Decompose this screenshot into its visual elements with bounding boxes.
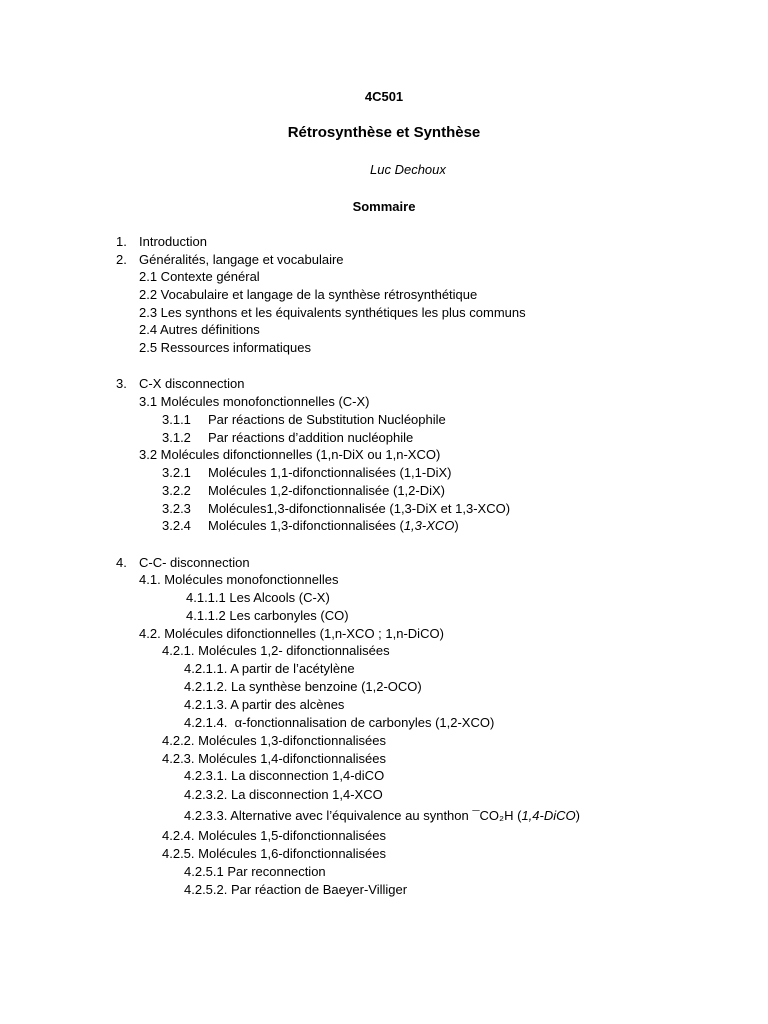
toc-section-3: C-X disconnection	[139, 376, 245, 391]
toc-item-2-2: 2.2 Vocabulaire et langage de la synthèse rétrosynthétique	[139, 287, 478, 302]
toc-item-4-2-4: 4.2.4. Molécules 1,5-difonctionnalisées	[162, 828, 387, 843]
toc-item-italic: 1,4-DiCO	[521, 808, 576, 823]
toc-item-label: 4.2.3.3. Alternative avec l’équivalence au synthon	[184, 808, 473, 823]
toc-item-3-1-1	[162, 412, 446, 428]
toc-number-1: 1.	[116, 234, 127, 249]
toc-item-italic: 1,3-XCO	[403, 518, 455, 533]
toc-item-label: Par réactions d’addition nucléophile	[208, 430, 414, 445]
synthon-formula: ¯CO₂H	[472, 808, 514, 823]
toc-item-number: 3.1.1	[162, 412, 191, 427]
toc-item-4-2-3-3	[184, 808, 580, 824]
toc-item-open: (	[513, 808, 522, 823]
toc-item-4-2-2: 4.2.2. Molécules 1,3-difonctionnalisées	[162, 733, 387, 748]
toc-item-4-2-1-1: 4.2.1.1. A partir de l’acétylène	[184, 661, 355, 676]
alpha-symbol: α	[234, 715, 243, 730]
toc-item-label: Molécules1,3-difonctionnalisée (1,3-DiX et 1,3-XCO)	[208, 501, 511, 516]
toc-item-label: Molécules 1,2-difonctionnalisée (1,2-DiX)	[208, 483, 446, 498]
toc-item-4-2-5-1: 4.2.5.1 Par reconnection	[184, 864, 326, 879]
document-title: Rétrosynthèse et Synthèse	[287, 124, 481, 141]
toc-item-4-2-1: 4.2.1. Molécules 1,2- difonctionnalisées	[162, 643, 390, 658]
toc-item-3-1: 3.1 Molécules monofonctionnelles (C-X)	[139, 394, 370, 409]
toc-heading: Sommaire	[352, 199, 416, 214]
toc-item-4-2-1-3: 4.2.1.3. A partir des alcènes	[184, 697, 345, 712]
toc-item-4-2-1-2: 4.2.1.2. La synthèse benzoine (1,2-OCO)	[184, 679, 422, 694]
toc-item-close: )	[575, 808, 580, 823]
toc-item-3-2-4	[162, 518, 459, 534]
toc-item-4-1-1-1: 4.1.1.1 Les Alcools (C-X)	[186, 590, 330, 605]
toc-item-3-2-3	[162, 501, 510, 517]
author-name: Luc Dechoux	[370, 162, 446, 177]
toc-item-4-2: 4.2. Molécules difonctionnelles (1,n-XCO ; 1,n-DiCO)	[139, 626, 444, 641]
toc-section-2: Généralités, langage et vocabulaire	[139, 252, 344, 267]
toc-item-number: 3.2.3	[162, 501, 191, 516]
toc-item-number: 3.1.2	[162, 430, 191, 445]
toc-item-2-5: 2.5 Ressources informatiques	[139, 340, 311, 355]
toc-item-4-1-1-2: 4.1.1.2 Les carbonyles (CO)	[186, 608, 349, 623]
toc-item-number: 4.2.1.4.	[184, 715, 228, 730]
toc-item-suffix: )	[454, 518, 459, 533]
toc-item-3-2: 3.2 Molécules difonctionnelles (1,n-DiX ou 1,n-XCO)	[139, 447, 441, 462]
toc-item-2-1: 2.1 Contexte général	[139, 269, 260, 284]
toc-item-3-2-1	[162, 465, 452, 481]
toc-number-3: 3.	[116, 376, 127, 391]
toc-section-4: C-C- disconnection	[139, 555, 250, 570]
toc-item-2-4: 2.4 Autres définitions	[139, 322, 260, 337]
toc-item-3-1-2	[162, 430, 413, 446]
toc-item-4-2-5-2: 4.2.5.2. Par réaction de Baeyer-Villiger	[184, 882, 408, 897]
toc-item-label: Molécules 1,3-difonctionnalisées (	[208, 518, 404, 533]
toc-number-2: 2.	[116, 252, 127, 267]
toc-item-4-2-3-1: 4.2.3.1. La disconnection 1,4-diCO	[184, 768, 385, 783]
toc-item-4-2-3: 4.2.3. Molécules 1,4-difonctionnalisées	[162, 751, 387, 766]
toc-item-4-2-3-2: 4.2.3.2. La disconnection 1,4-XCO	[184, 787, 383, 802]
toc-number-4: 4.	[116, 555, 127, 570]
toc-item-number: 3.2.4	[162, 518, 191, 533]
toc-item-3-2-2	[162, 483, 445, 499]
toc-item-label: Molécules 1,1-difonctionnalisées (1,1-DiX)	[208, 465, 452, 480]
toc-item-label: -fonctionnalisation de carbonyles (1,2-XCO)	[242, 715, 495, 730]
course-code: 4C501	[364, 89, 404, 104]
toc-section-1: Introduction	[139, 234, 207, 249]
toc-item-4-2-5: 4.2.5. Molécules 1,6-difonctionnalisées	[162, 846, 387, 861]
toc-item-4-2-1-4	[184, 715, 494, 731]
toc-item-number: 3.2.1	[162, 465, 191, 480]
toc-item-2-3: 2.3 Les synthons et les équivalents synthétiques les plus communs	[139, 305, 526, 320]
toc-item-4-1: 4.1. Molécules monofonctionnelles	[139, 572, 339, 587]
toc-item-label: Par réactions de Substitution Nucléophile	[208, 412, 446, 427]
toc-item-number: 3.2.2	[162, 483, 191, 498]
